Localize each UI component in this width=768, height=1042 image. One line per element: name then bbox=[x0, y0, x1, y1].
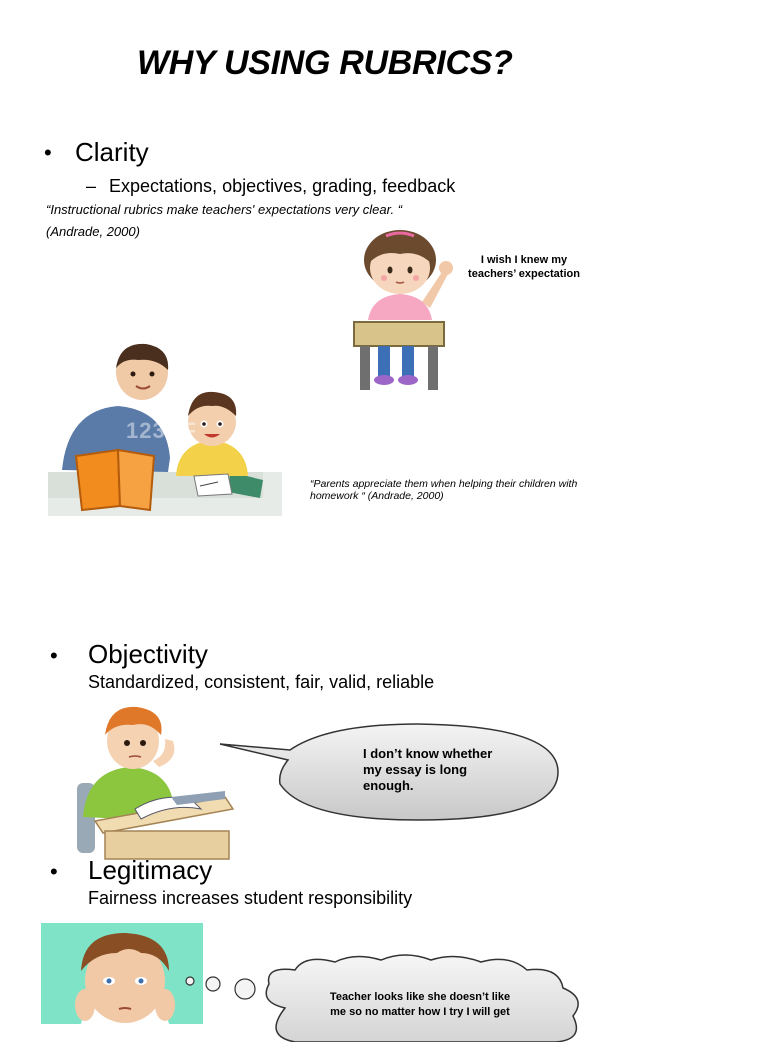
watermark: 123RF bbox=[126, 418, 198, 443]
parents-quote-line1: “Parents appreciate them when helping their children with bbox=[310, 478, 578, 490]
speech-line3: enough. bbox=[363, 778, 414, 793]
thought-dots bbox=[184, 974, 256, 1002]
girl-caption-line2: teachers’ expectation bbox=[468, 268, 580, 280]
girl-at-desk-illustration bbox=[350, 220, 460, 395]
bullet-clarity: • bbox=[44, 140, 52, 165]
thought-line1: Teacher looks like she doesn’t like bbox=[329, 991, 511, 1003]
worried-boy-portrait bbox=[41, 923, 203, 1024]
speech-bubble-text bbox=[363, 746, 533, 794]
clarity-subpoint: Expectations, objectives, grading, feedback bbox=[109, 176, 456, 196]
clarity-heading: Clarity bbox=[75, 137, 149, 167]
clarity-quote-citation: (Andrade, 2000) bbox=[46, 224, 140, 239]
bullet-legitimacy: • bbox=[50, 859, 58, 884]
girl-caption bbox=[460, 253, 588, 281]
thought-line2: me so no matter how I try I will get bbox=[330, 1006, 510, 1018]
legitimacy-subpoint: Fairness increases student responsibility bbox=[88, 888, 413, 908]
objectivity-subpoint: Standardized, consistent, fair, valid, reliable bbox=[88, 672, 435, 692]
speech-line2: my essay is long bbox=[363, 762, 468, 777]
clarity-dash: – bbox=[86, 176, 97, 196]
parent-child-homework-illustration bbox=[48, 340, 282, 516]
parents-quote bbox=[310, 478, 610, 502]
clarity-quote-line1: “Instructional rubrics make teachers' expectations very clear. “ bbox=[46, 202, 403, 217]
page-title: WHY USING RUBRICS? bbox=[137, 44, 513, 82]
thought-bubble-text bbox=[300, 990, 540, 1020]
speech-line1: I don’t know whether bbox=[363, 746, 493, 761]
objectivity-heading: Objectivity bbox=[88, 639, 208, 669]
thinking-boy-illustration bbox=[75, 705, 235, 860]
bullet-objectivity: • bbox=[50, 643, 58, 668]
legitimacy-heading: Legitimacy bbox=[88, 855, 213, 885]
parents-quote-line2: homework “ (Andrade, 2000) bbox=[310, 490, 444, 502]
girl-caption-line1: I wish I knew my bbox=[480, 254, 568, 266]
